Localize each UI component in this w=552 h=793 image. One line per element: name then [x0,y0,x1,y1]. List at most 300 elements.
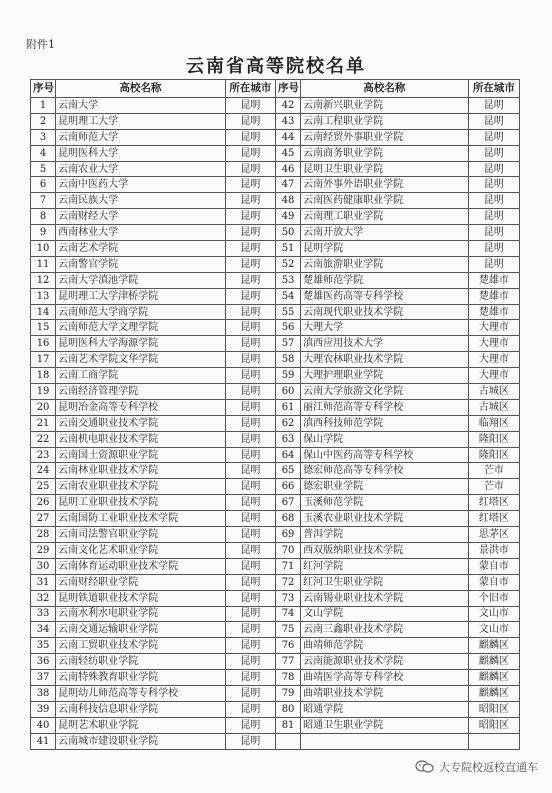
row-number: 11 [31,256,56,272]
city-name: 昆明 [225,701,275,717]
table-row [31,145,520,161]
university-name: 云南大学滇池学院 [56,272,226,288]
university-name: 曲靖职业技术学院 [301,685,469,701]
row-number: 61 [276,399,301,415]
city-name: 昆明 [225,733,275,749]
table-row [31,622,520,638]
city-name: 古城区 [468,399,519,415]
city-name: 麒麟区 [468,670,519,686]
city-name: 昆明 [225,511,275,527]
city-name: 昆明 [468,161,519,177]
table-row [31,177,520,193]
university-name: 云南艺术学院 [56,241,226,257]
table-row [31,98,520,114]
city-name: 昆明 [225,463,275,479]
row-number: 8 [31,209,56,225]
city-name: 景洪市 [468,542,519,558]
city-name: 昆明 [225,399,275,415]
university-name: 云南工商学院 [56,368,226,384]
table-row [31,415,520,431]
row-number: 49 [276,209,301,225]
table-row [31,654,520,670]
table-row [31,129,520,145]
city-name: 昆明 [468,225,519,241]
row-number: 10 [31,241,56,257]
table-row [31,113,520,129]
city-name: 文山市 [468,622,519,638]
row-number: 35 [31,638,56,654]
city-name: 楚雄市 [468,272,519,288]
city-name: 昆明 [225,415,275,431]
city-name: 昆明 [225,685,275,701]
row-number: 40 [31,717,56,733]
row-number: 64 [276,447,301,463]
city-name: 昆明 [225,113,275,129]
city-name: 昆明 [225,574,275,590]
row-number: 66 [276,479,301,495]
table-row [31,717,520,733]
university-table [30,79,520,750]
university-name: 西南林业大学 [56,225,226,241]
row-number: 79 [276,685,301,701]
university-name: 昆明艺术职业学院 [56,717,226,733]
table-row [31,606,520,622]
table-body [31,98,520,750]
row-number: 2 [31,113,56,129]
row-number: 65 [276,463,301,479]
table-row [31,209,520,225]
city-name: 昆明 [225,241,275,257]
row-number: 18 [31,368,56,384]
table-row [31,352,520,368]
row-number: 44 [276,129,301,145]
university-name: 玉溪师范学院 [301,495,469,511]
university-name: 云南工贸职业技术学院 [56,638,226,654]
city-name: 大理市 [468,336,519,352]
row-number: 24 [31,463,56,479]
row-number: 14 [31,304,56,320]
row-number: 23 [31,447,56,463]
city-name: 昆明 [468,256,519,272]
city-name: 麒麟区 [468,654,519,670]
table-row [31,733,520,749]
university-name: 丽江师范高等专科学校 [301,399,469,415]
row-number: 7 [31,193,56,209]
header-name-2: 高校名称 [301,80,469,98]
table-row [31,574,520,590]
university-name: 云南新兴职业学院 [301,98,469,114]
university-name: 昭通学院 [301,701,469,717]
row-number: 39 [31,701,56,717]
table-row [31,161,520,177]
university-name: 昆明幼儿师范高等专科学校 [56,685,226,701]
city-name: 昆明 [225,225,275,241]
row-number: 38 [31,685,56,701]
table-row [31,463,520,479]
table-row [31,479,520,495]
row-number: 3 [31,129,56,145]
university-name: 云南城市建设职业学院 [56,733,226,749]
table-row [31,511,520,527]
university-name: 云南特殊教育职业学院 [56,670,226,686]
city-name: 昆明 [225,447,275,463]
row-number: 41 [31,733,56,749]
university-name: 文山学院 [301,606,469,622]
city-name: 昆明 [225,304,275,320]
university-name: 保山学院 [301,431,469,447]
city-name: 大理市 [468,368,519,384]
table-row [31,288,520,304]
city-name: 芒市 [468,479,519,495]
row-number: 20 [31,399,56,415]
city-name: 昆明 [225,288,275,304]
table-row [31,193,520,209]
row-number: 59 [276,368,301,384]
university-name: 云南师范大学 [56,129,226,145]
university-name: 云南林业职业技术学院 [56,463,226,479]
row-number: 12 [31,272,56,288]
city-name [468,733,519,749]
university-name: 云南农业大学 [56,161,226,177]
row-number: 75 [276,622,301,638]
city-name: 昆明 [468,129,519,145]
city-name: 昆明 [225,161,275,177]
row-number: 15 [31,320,56,336]
city-name: 昆明 [225,590,275,606]
university-name: 昭通卫生职业学院 [301,717,469,733]
table-row [31,542,520,558]
university-name: 云南交通运输职业学院 [56,622,226,638]
university-name: 曲靖师范学院 [301,638,469,654]
table-row [31,495,520,511]
university-name: 云南财经大学 [56,209,226,225]
university-name: 云南工程职业学院 [301,113,469,129]
city-name: 楚雄市 [468,304,519,320]
row-number: 9 [31,225,56,241]
university-name: 云南外事外语职业学院 [301,177,469,193]
row-number: 27 [31,511,56,527]
row-number: 43 [276,113,301,129]
city-name: 昆明 [225,495,275,511]
header-name: 高校名称 [56,80,226,98]
city-name: 临翔区 [468,415,519,431]
city-name: 昆明 [468,177,519,193]
university-name: 云南大学旅游文化学院 [301,384,469,400]
header-no-2: 序号 [276,80,301,98]
table-row [31,447,520,463]
university-name: 云南文化艺术职业学院 [56,542,226,558]
city-name: 昭阳区 [468,717,519,733]
university-name: 云南师范大学商学院 [56,304,226,320]
row-number: 31 [31,574,56,590]
city-name: 昆明 [225,606,275,622]
city-name: 昆明 [225,654,275,670]
row-number: 16 [31,336,56,352]
city-name: 昆明 [468,241,519,257]
watermark-text: 大专院校返校直通车 [439,761,538,774]
city-name: 昆明 [225,542,275,558]
row-number: 54 [276,288,301,304]
row-number: 42 [276,98,301,114]
row-number: 6 [31,177,56,193]
city-name: 昆明 [468,98,519,114]
university-name: 云南大学 [56,98,226,114]
table-row [31,241,520,257]
city-name: 昆明 [225,256,275,272]
university-name: 云南经贸外事职业学院 [301,129,469,145]
city-name: 昆明 [225,129,275,145]
university-name: 云南水利水电职业学院 [56,606,226,622]
row-number: 4 [31,145,56,161]
table-header-row [31,80,520,98]
university-name: 红河学院 [301,558,469,574]
city-name: 麒麟区 [468,685,519,701]
row-number: 46 [276,161,301,177]
university-name: 云南现代职业技术学院 [301,304,469,320]
table-row [31,590,520,606]
city-name: 昆明 [225,177,275,193]
row-number: 26 [31,495,56,511]
university-name: 昆明工业职业技术学院 [56,495,226,511]
city-name: 昆明 [225,622,275,638]
city-name: 隆阳区 [468,447,519,463]
row-number: 55 [276,304,301,320]
university-name: 楚雄医药高等专科学校 [301,288,469,304]
row-number: 37 [31,670,56,686]
row-number: 80 [276,701,301,717]
university-name: 云南机电职业技术学院 [56,431,226,447]
row-number: 73 [276,590,301,606]
university-name: 云南农业职业技术学院 [56,479,226,495]
table-row [31,399,520,415]
watermark [415,759,538,775]
university-name: 曲靖医学高等专科学校 [301,670,469,686]
university-name: 云南旅游职业学院 [301,256,469,272]
row-number: 21 [31,415,56,431]
university-name: 云南民族大学 [56,193,226,209]
city-name: 蒙自市 [468,574,519,590]
university-name: 大理农林职业技术学院 [301,352,469,368]
city-name: 昆明 [468,209,519,225]
city-name: 昆明 [225,368,275,384]
row-number: 69 [276,527,301,543]
university-name: 云南三鑫职业技术学院 [301,622,469,638]
university-name: 楚雄师范学院 [301,272,469,288]
row-number: 29 [31,542,56,558]
row-number: 56 [276,320,301,336]
city-name: 昆明 [468,145,519,161]
university-name: 昆明医科大学 [56,145,226,161]
city-name: 昆明 [225,558,275,574]
university-name: 大理护理职业学院 [301,368,469,384]
row-number: 70 [276,542,301,558]
table-row [31,320,520,336]
wechat-icon [415,760,435,774]
city-name: 芒市 [468,463,519,479]
university-name: 云南医药健康职业学院 [301,193,469,209]
row-number: 68 [276,511,301,527]
city-name: 昆明 [468,193,519,209]
row-number: 22 [31,431,56,447]
university-name: 昆明理工大学津桥学院 [56,288,226,304]
university-name: 西双版纳职业技术学院 [301,542,469,558]
university-name: 云南司法警官职业学院 [56,527,226,543]
city-name: 昆明 [225,336,275,352]
university-name: 昆明理工大学 [56,113,226,129]
city-name: 昆明 [225,320,275,336]
row-number: 58 [276,352,301,368]
university-name: 昆明学院 [301,241,469,257]
row-number: 77 [276,654,301,670]
city-name: 昆明 [225,670,275,686]
table-row [31,256,520,272]
row-number: 51 [276,241,301,257]
table-row [31,368,520,384]
city-name: 昆明 [225,527,275,543]
table-row [31,336,520,352]
row-number: 47 [276,177,301,193]
header-city-2: 所在城市 [468,80,519,98]
table-row [31,685,520,701]
row-number: 25 [31,479,56,495]
page-title: 云南省高等院校名单 [186,56,366,77]
row-number: 36 [31,654,56,670]
university-name: 云南经济管理学院 [56,384,226,400]
city-name: 红塔区 [468,495,519,511]
city-name: 昭阳区 [468,701,519,717]
university-name: 云南体育运动职业技术学院 [56,558,226,574]
row-number: 52 [276,256,301,272]
header-no: 序号 [31,80,56,98]
university-name: 大理大学 [301,320,469,336]
university-name: 保山中医药高等专科学校 [301,447,469,463]
row-number: 48 [276,193,301,209]
university-name: 昆明医科大学海源学院 [56,336,226,352]
city-name: 昆明 [225,384,275,400]
university-name: 云南财经职业学院 [56,574,226,590]
row-number: 33 [31,606,56,622]
table-row [31,558,520,574]
university-name: 云南科技信息职业学院 [56,701,226,717]
city-name: 隆阳区 [468,431,519,447]
row-number: 62 [276,415,301,431]
city-name: 昆明 [225,638,275,654]
row-number: 67 [276,495,301,511]
row-number: 32 [31,590,56,606]
university-name: 云南理工职业学院 [301,209,469,225]
university-name [301,733,469,749]
table-row [31,701,520,717]
header-city: 所在城市 [225,80,275,98]
university-name: 云南师范大学文理学院 [56,320,226,336]
university-name: 云南国土资源职业学院 [56,447,226,463]
row-number: 50 [276,225,301,241]
table-row [31,384,520,400]
row-number: 72 [276,574,301,590]
table-row [31,527,520,543]
university-name: 云南国防工业职业技术学院 [56,511,226,527]
university-name: 云南开放大学 [301,225,469,241]
row-number: 28 [31,527,56,543]
university-name: 昆明卫生职业学院 [301,161,469,177]
city-name: 昆明 [225,431,275,447]
city-name: 蒙自市 [468,558,519,574]
row-number: 63 [276,431,301,447]
row-number: 17 [31,352,56,368]
row-number: 71 [276,558,301,574]
table-row [31,225,520,241]
university-name: 玉溪农业职业技术学院 [301,511,469,527]
row-number: 45 [276,145,301,161]
city-name: 昆明 [468,113,519,129]
university-name: 红河卫生职业学院 [301,574,469,590]
city-name: 昆明 [225,98,275,114]
table-row [31,304,520,320]
table-row [31,670,520,686]
row-number: 19 [31,384,56,400]
university-name: 滇西应用技术大学 [301,336,469,352]
row-number: 81 [276,717,301,733]
university-name: 普洱学院 [301,527,469,543]
table-row [31,431,520,447]
university-name: 云南能源职业技术学院 [301,654,469,670]
row-number: 60 [276,384,301,400]
university-name: 云南警官学院 [56,256,226,272]
city-name: 昆明 [225,717,275,733]
attachment-label: 附件1 [26,38,55,51]
university-name: 云南中医药大学 [56,177,226,193]
row-number: 30 [31,558,56,574]
row-number: 34 [31,622,56,638]
city-name: 古城区 [468,384,519,400]
city-name: 大理市 [468,352,519,368]
row-number: 57 [276,336,301,352]
row-number: 5 [31,161,56,177]
row-number: 13 [31,288,56,304]
city-name: 昆明 [225,479,275,495]
city-name: 昆明 [225,209,275,225]
row-number [276,733,301,749]
city-name: 文山市 [468,606,519,622]
city-name: 个旧市 [468,590,519,606]
city-name: 红塔区 [468,511,519,527]
row-number: 1 [31,98,56,114]
table-row [31,638,520,654]
university-name: 云南商务职业学院 [301,145,469,161]
university-name: 德宏职业学院 [301,479,469,495]
university-name: 滇西科技师范学院 [301,415,469,431]
university-name: 德宏师范高等专科学校 [301,463,469,479]
table-row [31,272,520,288]
row-number: 53 [276,272,301,288]
university-name: 云南交通职业技术学院 [56,415,226,431]
city-name: 昆明 [225,145,275,161]
city-name: 麒麟区 [468,638,519,654]
university-name: 昆明铁道职业技术学院 [56,590,226,606]
row-number: 78 [276,670,301,686]
row-number: 76 [276,638,301,654]
city-name: 大理市 [468,320,519,336]
university-name: 昆明冶金高等专科学校 [56,399,226,415]
university-name: 云南轻纺职业学院 [56,654,226,670]
city-name: 昆明 [225,272,275,288]
city-name: 昆明 [225,193,275,209]
university-name: 云南锡业职业技术学院 [301,590,469,606]
university-name: 云南艺术学院文华学院 [56,352,226,368]
city-name: 楚雄市 [468,288,519,304]
city-name: 思茅区 [468,527,519,543]
row-number: 74 [276,606,301,622]
